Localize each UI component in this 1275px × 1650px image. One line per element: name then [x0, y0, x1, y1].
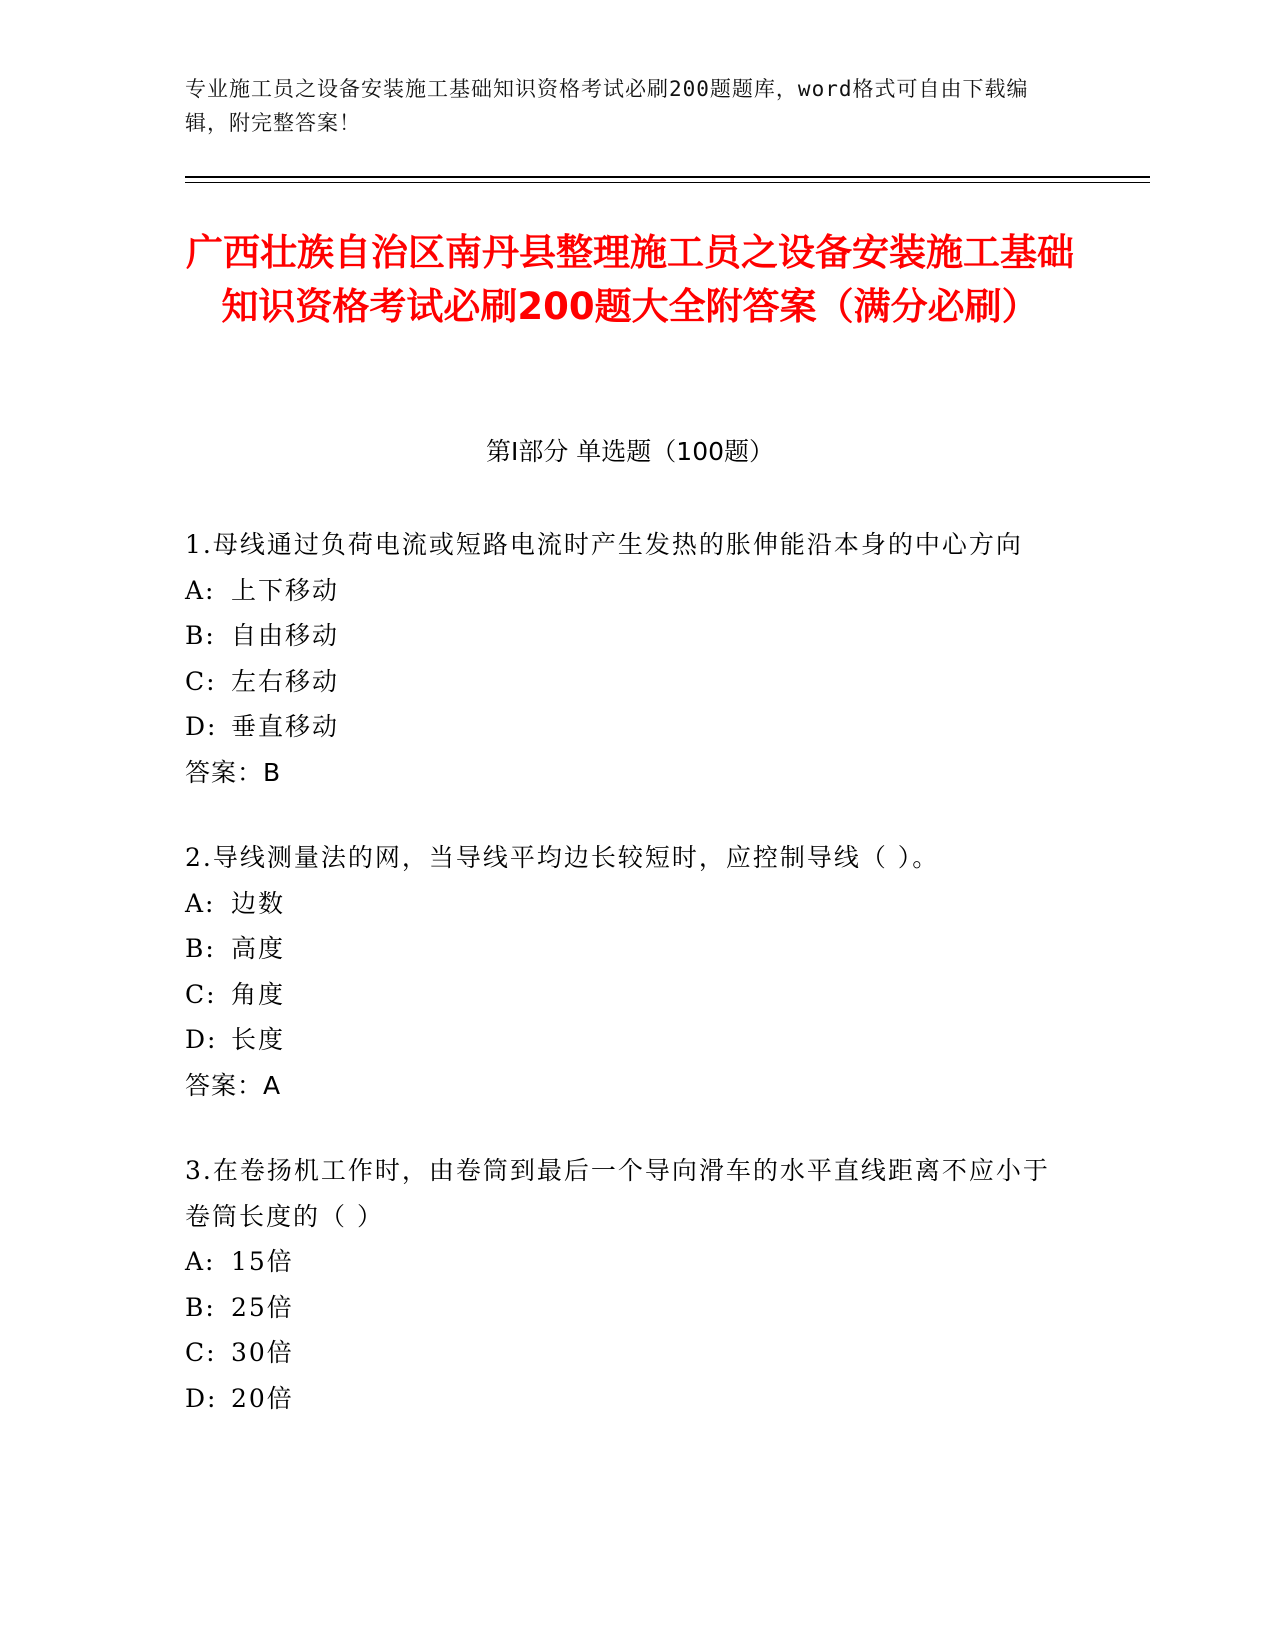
answer-line: 答案：B: [185, 757, 282, 787]
question-2: [185, 835, 1065, 1108]
option-a: [185, 568, 1065, 614]
option-letter: D:: [185, 1383, 218, 1413]
question-1: [185, 522, 1065, 795]
header-note: 专业施工员之设备安装施工基础知识资格考试必刷200题题库，word格式可自由下载编辑，附完整答案！: [185, 77, 1029, 135]
option-a: [185, 881, 1065, 927]
option-letter: D:: [185, 1025, 218, 1054]
header-divider-thin: [185, 182, 1150, 183]
option-text: 25倍: [231, 1292, 294, 1322]
option-letter: D:: [185, 712, 218, 741]
option-letter: C:: [185, 979, 217, 1009]
option-letter: B:: [185, 934, 216, 963]
option-text: 15倍: [231, 1247, 294, 1276]
option-c: [185, 972, 1065, 1018]
option-c: [185, 659, 1065, 705]
question-stem: 2.导线测量法的网，当导线平均边长较短时，应控制导线（ ）。: [185, 843, 940, 872]
question-stem: 3.在卷扬机工作时，由卷筒到最后一个导向滑车的水平直线距离不应小于卷筒长度的（ ）: [185, 1156, 1050, 1231]
option-text: 角度: [231, 979, 286, 1009]
question-stem: 1.母线通过负荷电流或短路电流时产生发热的胀伸能沿本身的中心方向: [185, 530, 1023, 559]
option-d: [185, 704, 1065, 750]
question-list: [185, 522, 1065, 1461]
option-text: 左右移动: [231, 666, 340, 696]
document-title: 广西壮族自治区南丹县整理施工员之设备安装施工基础知识资格考试必刷200题大全附答案（满分必刷）: [186, 231, 1074, 328]
question-3: [185, 1148, 1065, 1421]
option-text: 边数: [231, 888, 286, 918]
answer-line: 答案：A: [185, 1070, 282, 1100]
option-d: [185, 1376, 1065, 1422]
option-letter: B:: [185, 1292, 216, 1322]
option-b: [185, 613, 1065, 659]
option-letter: A:: [185, 575, 216, 605]
option-text: 上下移动: [231, 575, 340, 605]
option-letter: A:: [185, 888, 216, 918]
option-text: 自由移动: [231, 621, 340, 650]
option-b: [185, 926, 1065, 972]
option-letter: A:: [185, 1247, 216, 1276]
option-c: [185, 1330, 1065, 1376]
option-a: [185, 1239, 1065, 1285]
option-text: 20倍: [231, 1383, 294, 1413]
option-letter: B:: [185, 621, 216, 650]
option-b: [185, 1285, 1065, 1331]
option-text: 高度: [231, 934, 286, 963]
option-d: [185, 1017, 1065, 1063]
section-title: 第I部分 单选题（100题）: [485, 437, 775, 466]
option-text: 30倍: [231, 1338, 294, 1367]
option-letter: C:: [185, 666, 217, 696]
header-divider-thick: [185, 176, 1150, 178]
option-text: 垂直移动: [231, 712, 340, 741]
option-letter: C:: [185, 1338, 217, 1367]
option-text: 长度: [231, 1025, 286, 1054]
